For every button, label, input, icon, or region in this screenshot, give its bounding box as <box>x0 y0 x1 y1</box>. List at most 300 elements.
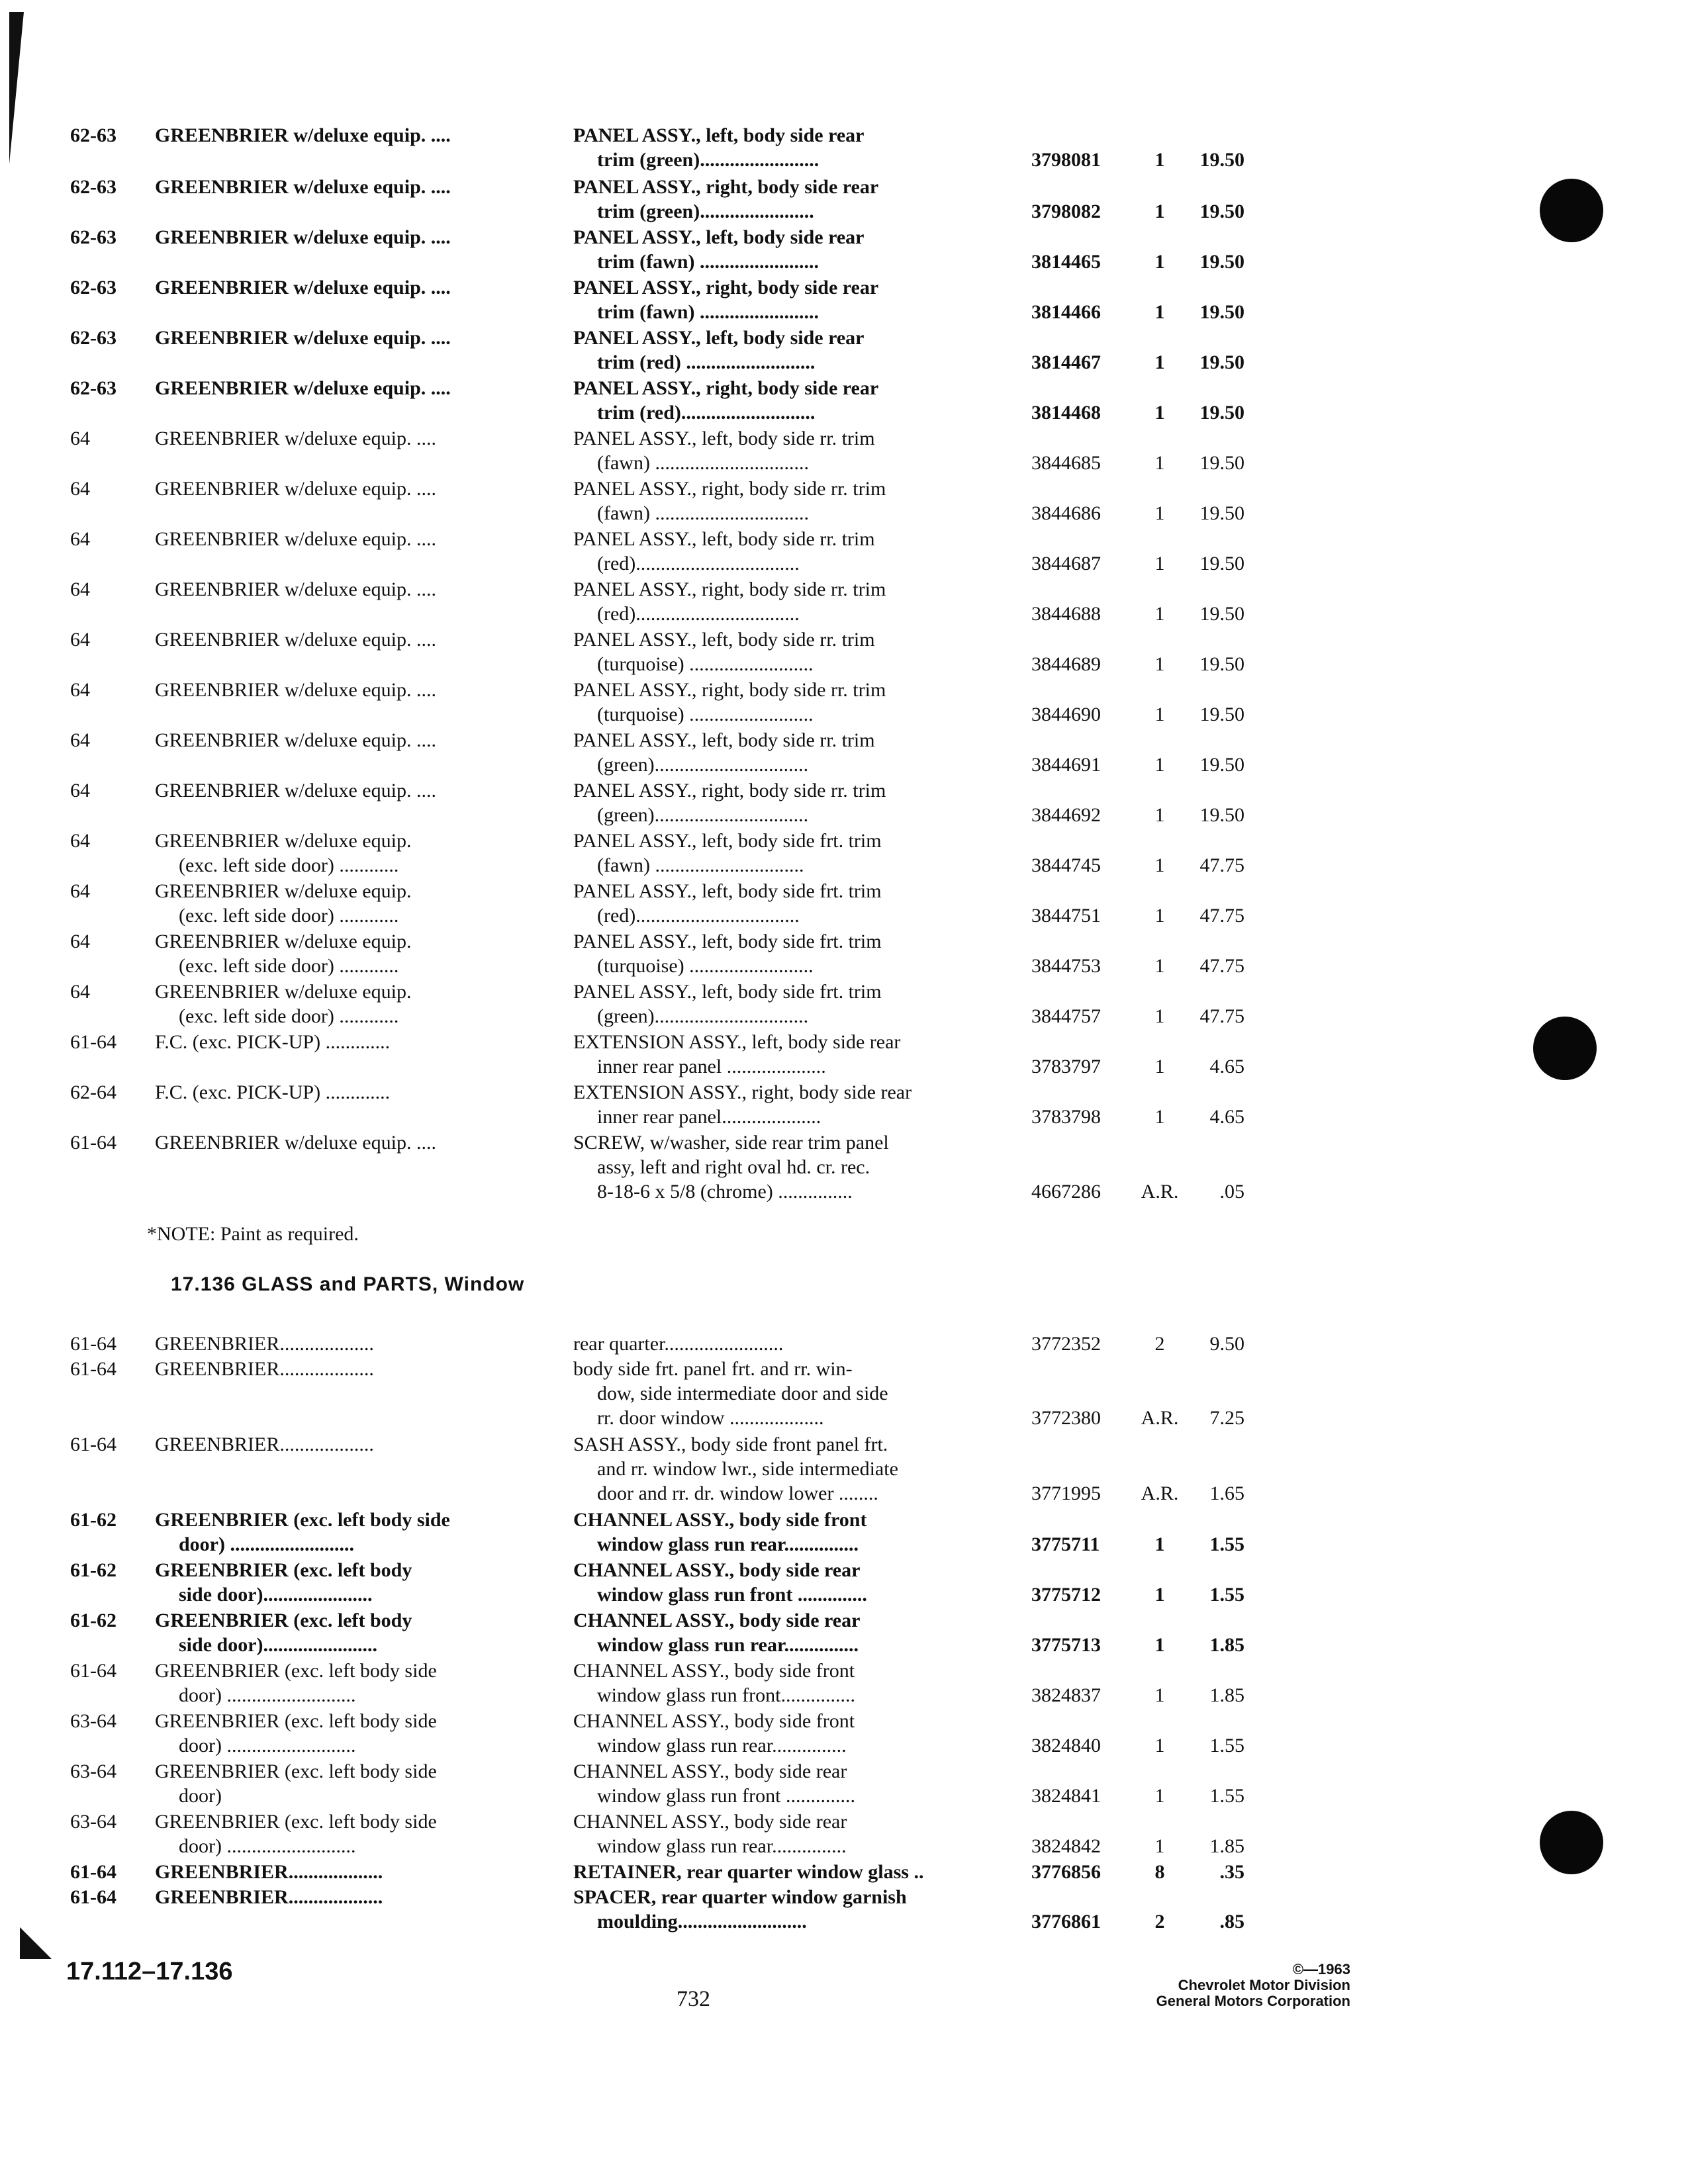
price: 1.65 <box>1209 1482 1244 1504</box>
quantity: 1 <box>1154 1533 1165 1555</box>
part-number: 3824837 <box>1031 1684 1101 1706</box>
quantity: 1 <box>1154 905 1165 927</box>
quantity: 1 <box>1154 452 1165 474</box>
quantity: 1 <box>1154 804 1165 826</box>
table-row <box>0 1809 1688 1862</box>
price: .35 <box>1219 1861 1244 1883</box>
table-row <box>0 879 1688 932</box>
quantity: 1 <box>1154 1634 1165 1656</box>
part-number: 3775711 <box>1031 1533 1100 1555</box>
quantity: 1 <box>1154 1835 1165 1857</box>
table-row <box>0 1558 1688 1611</box>
vehicle-line: GREENBRIER w/deluxe equip. .... <box>155 124 451 146</box>
table-row <box>0 728 1688 781</box>
vehicle-line: door) .......................... <box>179 1684 356 1706</box>
price: 1.85 <box>1209 1835 1244 1857</box>
description-line: dow, side intermediate door and side <box>597 1383 888 1404</box>
vehicle-cell <box>155 225 552 250</box>
model-year: 61-62 <box>70 1610 117 1631</box>
model-year: 61-64 <box>70 1132 117 1154</box>
model-year: 64 <box>70 428 90 449</box>
model-year: 61-64 <box>70 1333 117 1355</box>
description-line: (fawn) ............................... <box>597 502 809 524</box>
description-line: PANEL ASSY., left, body side rear <box>573 124 865 146</box>
part-number: 3844690 <box>1031 704 1101 725</box>
description-line: PANEL ASSY., left, body side rr. trim <box>573 729 875 751</box>
description-line: PANEL ASSY., right, body side rr. trim <box>573 578 886 600</box>
vehicle-line: GREENBRIER (exc. left body side <box>155 1509 450 1531</box>
price: 19.50 <box>1199 201 1244 222</box>
description-line: window glass run front .............. <box>597 1584 867 1606</box>
price: 47.75 <box>1199 854 1244 876</box>
vehicle-line: (exc. left side door) ............ <box>179 905 399 927</box>
price: 47.75 <box>1199 1005 1244 1027</box>
description-cell <box>573 1759 1017 1808</box>
part-number: 3783797 <box>1031 1056 1101 1077</box>
vehicle-cell <box>155 1130 552 1155</box>
part-number: 3844686 <box>1031 502 1101 524</box>
vehicle-line: GREENBRIER w/deluxe equip. .... <box>155 629 436 651</box>
model-year: 64 <box>70 780 90 801</box>
description-line: CHANNEL ASSY., body side front <box>573 1509 867 1531</box>
vehicle-line: F.C. (exc. PICK-UP) ............. <box>155 1031 391 1053</box>
price: 1.55 <box>1209 1735 1244 1756</box>
quantity: 2 <box>1154 1333 1165 1355</box>
table-row <box>0 979 1688 1032</box>
quantity: A.R. <box>1141 1181 1179 1203</box>
vehicle-cell <box>155 728 552 752</box>
table-row <box>0 225 1688 278</box>
quantity: 1 <box>1154 754 1165 776</box>
model-year: 62-63 <box>70 124 117 146</box>
description-line: rr. door window ................... <box>597 1407 824 1429</box>
model-year: 64 <box>70 478 90 500</box>
vehicle-cell <box>155 929 552 978</box>
table-row <box>0 426 1688 479</box>
vehicle-cell <box>155 627 552 652</box>
model-year: 63-64 <box>70 1710 117 1732</box>
price: 19.50 <box>1199 251 1244 273</box>
model-year: 61-64 <box>70 1861 117 1883</box>
vehicle-line: GREENBRIER (exc. left body side <box>155 1660 437 1682</box>
vehicle-cell <box>155 1885 552 1909</box>
description-line: PANEL ASSY., right, body side rr. trim <box>573 478 886 500</box>
quantity: 1 <box>1154 1785 1165 1807</box>
vehicle-cell <box>155 175 552 199</box>
price: 1.55 <box>1209 1533 1244 1555</box>
description-line: PANEL ASSY., left, body side rear <box>573 226 865 248</box>
part-number: 3844753 <box>1031 955 1101 977</box>
description-line: window glass run front............... <box>597 1684 855 1706</box>
description-cell <box>573 426 1017 475</box>
vehicle-cell <box>155 1030 552 1054</box>
description-cell <box>573 376 1017 425</box>
table-row <box>0 1608 1688 1661</box>
description-cell <box>573 1860 1017 1884</box>
description-line: (green)............................... <box>597 1005 809 1027</box>
description-line: window glass run front .............. <box>597 1785 855 1807</box>
description-cell <box>573 1659 1017 1707</box>
table-row <box>0 1080 1688 1133</box>
vehicle-line: GREENBRIER (exc. left body side <box>155 1811 437 1833</box>
quantity: A.R. <box>1141 1407 1179 1429</box>
part-number: 3824841 <box>1031 1785 1101 1807</box>
table-row <box>0 275 1688 328</box>
description-line: PANEL ASSY., left, body side rr. trim <box>573 629 875 651</box>
model-year: 61-62 <box>70 1559 117 1581</box>
part-number: 3844688 <box>1031 603 1101 625</box>
model-year: 62-63 <box>70 226 117 248</box>
vehicle-cell <box>155 426 552 451</box>
price: 19.50 <box>1199 754 1244 776</box>
copyright-corporation: General Motors Corporation <box>1156 1993 1350 2009</box>
description-line: PANEL ASSY., left, body side frt. trim <box>573 880 882 902</box>
description-line: CHANNEL ASSY., body side front <box>573 1660 855 1682</box>
description-cell <box>573 1357 1017 1430</box>
description-cell <box>573 477 1017 525</box>
description-line: PANEL ASSY., right, body side rear <box>573 277 879 298</box>
part-number: 3814465 <box>1031 251 1101 273</box>
model-year: 62-64 <box>70 1081 117 1103</box>
quantity: 1 <box>1154 351 1165 373</box>
vehicle-line: GREENBRIER w/deluxe equip. <box>155 981 412 1003</box>
description-line: moulding.......................... <box>597 1911 807 1933</box>
table-row <box>0 123 1688 176</box>
price: 19.50 <box>1199 704 1244 725</box>
page-number: 732 <box>677 1987 710 2011</box>
vehicle-line: GREENBRIER w/deluxe equip. <box>155 880 412 902</box>
vehicle-line: door) .......................... <box>179 1835 356 1857</box>
description-cell <box>573 326 1017 375</box>
vehicle-cell <box>155 527 552 551</box>
vehicle-line: F.C. (exc. PICK-UP) ............. <box>155 1081 391 1103</box>
part-number: 3844685 <box>1031 452 1101 474</box>
price: 19.50 <box>1199 804 1244 826</box>
table-row <box>0 1709 1688 1762</box>
vehicle-line: (exc. left side door) ............ <box>179 854 399 876</box>
quantity: 1 <box>1154 704 1165 725</box>
description-line: SPACER, rear quarter window garnish <box>573 1886 907 1908</box>
quantity: 1 <box>1154 502 1165 524</box>
price: 19.50 <box>1199 653 1244 675</box>
description-line: and rr. window lwr., side intermediate <box>597 1458 898 1480</box>
description-line: (turquoise) ......................... <box>597 704 814 725</box>
vehicle-cell <box>155 1809 552 1858</box>
price: 19.50 <box>1199 553 1244 574</box>
vehicle-line: GREENBRIER w/deluxe equip. .... <box>155 327 451 349</box>
description-line: PANEL ASSY., left, body side rr. trim <box>573 428 875 449</box>
description-cell <box>573 1809 1017 1858</box>
part-number: 3824840 <box>1031 1735 1101 1756</box>
vehicle-cell <box>155 1357 552 1381</box>
description-line: PANEL ASSY., right, body side rear <box>573 377 879 399</box>
part-number: 3814467 <box>1031 351 1101 373</box>
model-year: 62-63 <box>70 277 117 298</box>
price: 19.50 <box>1199 452 1244 474</box>
table-row <box>0 1759 1688 1812</box>
model-year: 61-64 <box>70 1886 117 1908</box>
vehicle-cell <box>155 1860 552 1884</box>
part-number: 3844757 <box>1031 1005 1101 1027</box>
part-number: 3844689 <box>1031 653 1101 675</box>
vehicle-line: GREENBRIER w/deluxe equip. .... <box>155 729 436 751</box>
description-cell <box>573 979 1017 1028</box>
description-line: (green)............................... <box>597 754 809 776</box>
quantity: 1 <box>1154 955 1165 977</box>
description-line: PANEL ASSY., right, body side rear <box>573 176 879 198</box>
table-row <box>0 1885 1688 1938</box>
part-number: 4667286 <box>1031 1181 1101 1203</box>
description-line: inner rear panel.................... <box>597 1106 821 1128</box>
quantity: 1 <box>1154 854 1165 876</box>
part-number: 3824842 <box>1031 1835 1101 1857</box>
model-year: 62-63 <box>70 377 117 399</box>
model-year: 64 <box>70 981 90 1003</box>
vehicle-line: side door)...................... <box>179 1584 373 1606</box>
vehicle-cell <box>155 1432 552 1457</box>
vehicle-cell <box>155 879 552 928</box>
description-line: PANEL ASSY., left, body side frt. trim <box>573 981 882 1003</box>
price: 19.50 <box>1199 603 1244 625</box>
description-line: CHANNEL ASSY., body side rear <box>573 1760 847 1782</box>
price: .85 <box>1219 1911 1244 1933</box>
description-line: EXTENSION ASSY., right, body side rear <box>573 1081 912 1103</box>
description-line: RETAINER, rear quarter window glass .. <box>573 1861 924 1883</box>
price: 47.75 <box>1199 905 1244 927</box>
quantity: 8 <box>1154 1861 1165 1883</box>
vehicle-cell <box>155 376 552 400</box>
description-line: trim (fawn) ........................ <box>597 251 819 273</box>
quantity: 1 <box>1154 1106 1165 1128</box>
part-number: 3844751 <box>1031 905 1101 927</box>
table-row <box>0 477 1688 529</box>
description-line: PANEL ASSY., left, body side rr. trim <box>573 528 875 550</box>
description-line: trim (green)....................... <box>597 201 814 222</box>
price: 19.50 <box>1199 149 1244 171</box>
vehicle-cell <box>155 123 552 148</box>
vehicle-line: GREENBRIER w/deluxe equip. .... <box>155 176 451 198</box>
quantity: A.R. <box>1141 1482 1179 1504</box>
part-number: 3776861 <box>1031 1911 1101 1933</box>
description-line: (red)................................. <box>597 905 800 927</box>
vehicle-line: GREENBRIER w/deluxe equip. .... <box>155 528 436 550</box>
description-cell <box>573 527 1017 576</box>
quantity: 1 <box>1154 1584 1165 1606</box>
description-cell <box>573 225 1017 274</box>
vehicle-line: GREENBRIER w/deluxe equip. .... <box>155 780 436 801</box>
vehicle-line: (exc. left side door) ............ <box>179 1005 399 1027</box>
price: .05 <box>1219 1181 1244 1203</box>
model-year: 62-63 <box>70 176 117 198</box>
model-year: 64 <box>70 528 90 550</box>
part-number: 3772380 <box>1031 1407 1101 1429</box>
vehicle-line: (exc. left side door) ............ <box>179 955 399 977</box>
vehicle-cell <box>155 1558 552 1607</box>
description-line: (turquoise) ......................... <box>597 955 814 977</box>
part-number: 3844687 <box>1031 553 1101 574</box>
vehicle-line: GREENBRIER w/deluxe equip. .... <box>155 478 436 500</box>
vehicle-line: GREENBRIER w/deluxe equip. .... <box>155 226 451 248</box>
description-line: trim (red)........................... <box>597 402 816 424</box>
vehicle-cell <box>155 979 552 1028</box>
table-row <box>0 577 1688 630</box>
vehicle-cell <box>155 577 552 602</box>
description-line: (red)................................. <box>597 603 800 625</box>
model-year: 63-64 <box>70 1760 117 1782</box>
quantity: 1 <box>1154 402 1165 424</box>
price: 19.50 <box>1199 402 1244 424</box>
description-line: CHANNEL ASSY., body side rear <box>573 1559 861 1581</box>
table-row <box>0 929 1688 982</box>
model-year: 61-62 <box>70 1509 117 1531</box>
part-number: 3798081 <box>1031 149 1101 171</box>
description-cell <box>573 275 1017 324</box>
quantity: 1 <box>1154 201 1165 222</box>
model-year: 61-64 <box>70 1031 117 1053</box>
quantity: 1 <box>1154 251 1165 273</box>
description-cell <box>573 1709 1017 1758</box>
part-number: 3775712 <box>1031 1584 1101 1606</box>
part-number: 3798082 <box>1031 201 1101 222</box>
vehicle-cell <box>155 1659 552 1707</box>
table-row <box>0 376 1688 429</box>
model-year: 61-64 <box>70 1660 117 1682</box>
description-line: PANEL ASSY., left, body side frt. trim <box>573 931 882 952</box>
description-cell <box>573 627 1017 676</box>
part-number: 3776856 <box>1031 1861 1101 1883</box>
table-row <box>0 1030 1688 1083</box>
vehicle-line: door) <box>179 1785 222 1807</box>
quantity: 1 <box>1154 1005 1165 1027</box>
vehicle-line: GREENBRIER w/deluxe equip. .... <box>155 679 436 701</box>
vehicle-cell <box>155 778 552 803</box>
table-row <box>0 1659 1688 1711</box>
description-line: window glass run rear............... <box>597 1533 859 1555</box>
price: 4.65 <box>1209 1056 1244 1077</box>
price: 19.50 <box>1199 301 1244 323</box>
price: 1.85 <box>1209 1684 1244 1706</box>
vehicle-line: GREENBRIER................... <box>155 1861 383 1883</box>
description-cell <box>573 577 1017 626</box>
model-year: 64 <box>70 578 90 600</box>
part-number: 3771995 <box>1031 1482 1101 1504</box>
price: 47.75 <box>1199 955 1244 977</box>
part-number: 3772352 <box>1031 1333 1101 1355</box>
quantity: 1 <box>1154 553 1165 574</box>
description-line: door and rr. dr. window lower ........ <box>597 1482 878 1504</box>
model-year: 61-64 <box>70 1433 117 1455</box>
price: 1.85 <box>1209 1634 1244 1656</box>
vehicle-cell <box>155 275 552 300</box>
description-line: (fawn) .............................. <box>597 854 804 876</box>
table-row <box>0 326 1688 379</box>
vehicle-line: GREENBRIER................... <box>155 1358 374 1380</box>
description-line: trim (fawn) ........................ <box>597 301 819 323</box>
description-line: (green)............................... <box>597 804 809 826</box>
description-line: trim (red) .......................... <box>597 351 816 373</box>
description-line: window glass run rear............... <box>597 1634 859 1656</box>
description-cell <box>573 1332 1017 1356</box>
description-line: CHANNEL ASSY., body side rear <box>573 1811 847 1833</box>
part-number: 3775713 <box>1031 1634 1101 1656</box>
model-year: 64 <box>70 729 90 751</box>
quantity: 1 <box>1154 1684 1165 1706</box>
model-year: 63-64 <box>70 1811 117 1833</box>
vehicle-line: GREENBRIER................... <box>155 1333 374 1355</box>
price: 9.50 <box>1209 1333 1244 1355</box>
description-cell <box>573 879 1017 928</box>
quantity: 1 <box>1154 1735 1165 1756</box>
vehicle-line: GREENBRIER w/deluxe equip. .... <box>155 428 436 449</box>
part-number: 3814466 <box>1031 301 1101 323</box>
description-line: (fawn) ............................... <box>597 452 809 474</box>
description-cell <box>573 1130 1017 1204</box>
description-line: inner rear panel .................... <box>597 1056 826 1077</box>
quantity: 1 <box>1154 301 1165 323</box>
description-line: assy, left and right oval hd. cr. rec. <box>597 1156 870 1178</box>
description-cell <box>573 829 1017 878</box>
description-line: SASH ASSY., body side front panel frt. <box>573 1433 888 1455</box>
model-year: 64 <box>70 880 90 902</box>
description-cell <box>573 1508 1017 1557</box>
vehicle-cell <box>155 1709 552 1758</box>
table-row <box>0 778 1688 831</box>
description-line: window glass run rear............... <box>597 1735 847 1756</box>
vehicle-line: GREENBRIER w/deluxe equip. <box>155 830 412 852</box>
description-line: PANEL ASSY., right, body side rr. trim <box>573 780 886 801</box>
description-line: PANEL ASSY., left, body side frt. trim <box>573 830 882 852</box>
description-cell <box>573 1030 1017 1079</box>
table-row <box>0 1130 1688 1203</box>
vehicle-cell <box>155 1080 552 1105</box>
model-year: 64 <box>70 679 90 701</box>
copyright-division: Chevrolet Motor Division <box>1178 1977 1350 1993</box>
table-row <box>0 527 1688 580</box>
model-year: 64 <box>70 931 90 952</box>
description-line: CHANNEL ASSY., body side front <box>573 1710 855 1732</box>
quantity: 1 <box>1154 149 1165 171</box>
description-cell <box>573 123 1017 172</box>
table-row <box>0 1357 1688 1429</box>
vehicle-line: door) .......................... <box>179 1735 356 1756</box>
quantity: 2 <box>1154 1911 1165 1933</box>
vehicle-cell <box>155 326 552 350</box>
description-cell <box>573 929 1017 978</box>
copyright-year: ©—1963 <box>1292 1961 1350 1978</box>
vehicle-line: door) ......................... <box>179 1533 354 1555</box>
description-line: PANEL ASSY., left, body side rear <box>573 327 865 349</box>
price: 4.65 <box>1209 1106 1244 1128</box>
table-row <box>0 175 1688 228</box>
table-row <box>0 829 1688 882</box>
description-line: SCREW, w/washer, side rear trim panel <box>573 1132 889 1154</box>
vehicle-cell <box>155 1332 552 1356</box>
description-line: trim (green)........................ <box>597 149 820 171</box>
vehicle-line: GREENBRIER................... <box>155 1433 374 1455</box>
quantity: 1 <box>1154 653 1165 675</box>
vehicle-line: GREENBRIER w/deluxe equip. .... <box>155 377 451 399</box>
vehicle-line: GREENBRIER (exc. left body <box>155 1559 412 1581</box>
model-year: 64 <box>70 629 90 651</box>
price: 1.55 <box>1209 1785 1244 1807</box>
description-line: body side frt. panel frt. and rr. win- <box>573 1358 853 1380</box>
description-cell <box>573 778 1017 827</box>
price: 19.50 <box>1199 351 1244 373</box>
vehicle-cell <box>155 678 552 702</box>
description-cell <box>573 728 1017 777</box>
description-line: CHANNEL ASSY., body side rear <box>573 1610 861 1631</box>
vehicle-line: GREENBRIER w/deluxe equip. .... <box>155 578 436 600</box>
